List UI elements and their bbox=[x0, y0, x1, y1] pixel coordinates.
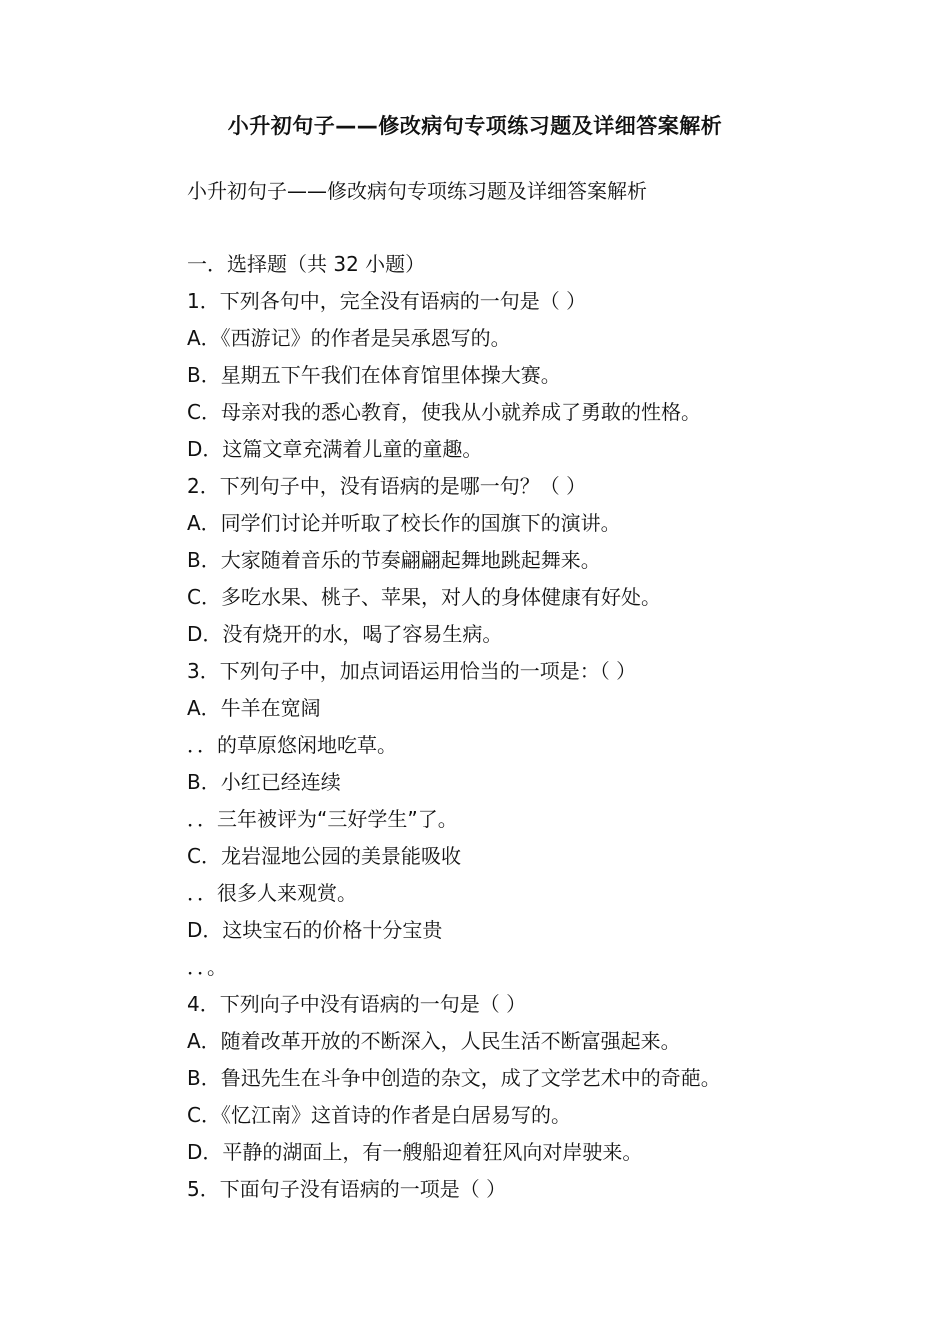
document-title: 小升初句子——修改病句专项练习题及详细答案解析 bbox=[227, 114, 723, 138]
question-4-option-a: A．随着改革开放的不断深入，人民生活不断富强起来。 bbox=[187, 1029, 681, 1053]
question-3-option-d-cont: ．．。 bbox=[187, 955, 227, 979]
question-1-option-c: C．母亲对我的悉心教育，使我从小就养成了勇敢的性格。 bbox=[187, 400, 701, 424]
section-heading: 一．选择题（共 32 小题） bbox=[187, 252, 426, 276]
question-3-option-a: A．牛羊在宽阔 bbox=[187, 696, 321, 720]
question-1: 1．下列各句中，完全没有语病的一句是（ ） bbox=[187, 289, 587, 313]
question-2-option-d: D．没有烧开的水，喝了容易生病。 bbox=[187, 622, 503, 646]
question-4-option-d: D．平静的湖面上，有一艘船迎着狂风向对岸驶来。 bbox=[187, 1140, 643, 1164]
question-list bbox=[187, 246, 907, 1208]
question-3-option-c: C．龙岩湿地公园的美景能吸收 bbox=[187, 844, 461, 868]
question-1-option-a: A．《西游记》的作者是吴承恩写的。 bbox=[187, 326, 511, 350]
question-4: 4．下列向子中没有语病的一句是（ ） bbox=[187, 992, 527, 1016]
question-3-option-c-cont: ．．很多人来观赏。 bbox=[187, 881, 357, 905]
question-3-option-a-cont: ．．的草原悠闲地吃草。 bbox=[187, 733, 397, 757]
question-3-option-d: D．这块宝石的价格十分宝贵 bbox=[187, 918, 443, 942]
question-4-option-b: B．鲁迅先生在斗争中创造的杂文，成了文学艺术中的奇葩。 bbox=[187, 1066, 721, 1090]
document-subtitle: 小升初句子——修改病句专项练习题及详细答案解析 bbox=[187, 179, 647, 203]
question-2-option-c: C．多吃水果、桃子、苹果，对人的身体健康有好处。 bbox=[187, 585, 661, 609]
question-4-option-c: C．《忆江南》这首诗的作者是白居易写的。 bbox=[187, 1103, 571, 1127]
question-2-option-a: A．同学们讨论并听取了校长作的国旗下的演讲。 bbox=[187, 511, 621, 535]
question-2-option-b: B．大家随着音乐的节奏翩翩起舞地跳起舞来。 bbox=[187, 548, 601, 572]
question-3: 3．下列句子中，加点词语运用恰当的一项是：（ ） bbox=[187, 659, 637, 683]
question-1-option-b: B．星期五下午我们在体育馆里体操大赛。 bbox=[187, 363, 561, 387]
question-1-option-d: D．这篇文章充满着儿童的童趣。 bbox=[187, 437, 483, 461]
question-2: 2．下列句子中，没有语病的是哪一句？（ ） bbox=[187, 474, 587, 498]
question-3-option-b-cont: ．．三年被评为“三好学生”了。 bbox=[187, 807, 458, 831]
question-3-option-b: B．小红已经连续 bbox=[187, 770, 341, 794]
question-5: 5．下面句子没有语病的一项是（ ） bbox=[187, 1177, 507, 1201]
